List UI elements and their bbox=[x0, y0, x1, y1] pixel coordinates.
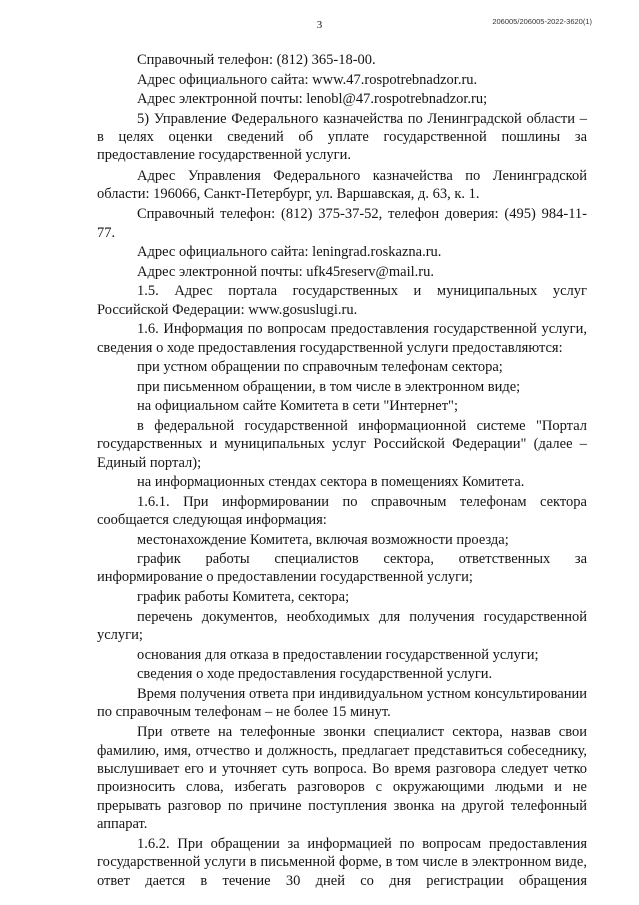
paragraph: Справочный телефон: (812) 365-18-00. bbox=[137, 52, 376, 68]
paragraph: перечень документов, необходимых для получения государственной услуги; bbox=[97, 608, 587, 643]
paragraph: Адрес официального сайта: www.47.rospotrebnadzor.ru. bbox=[137, 71, 478, 88]
paragraph: 1.6.2. При обращении за информацией по вопросам предоставления государственной услуги в письменной форме, в том числе в электронном виде, ответ дается в течение 30 дней со дня регистрации обращения bbox=[97, 836, 587, 889]
paragraph: 1.5. Адрес портала государственных и муниципальных услуг Российской Федерации: www.gosuslugi.ru. bbox=[97, 283, 587, 318]
paragraph: в федеральной государственной информационной системе "Портал государственных и муниципальных услуг Российской Федерации" (далее – Единый портал); bbox=[97, 417, 587, 471]
paragraph: Адрес электронной почты: lenobl@47.rospotrebnadzor.ru; bbox=[137, 91, 488, 108]
document-body bbox=[97, 51, 587, 891]
paragraph: Справочный телефон: (812) 375-37-52, телефон доверия: (495) 984-11-77. bbox=[97, 206, 587, 241]
paragraph: 5) Управление Федерального казначейства по Ленинградской области – в целях оценки сведений об уплате государственной пошлины за предоставление государственной услуги. bbox=[97, 110, 587, 164]
paragraph: на официальном сайте Комитета в сети "Интернет"; bbox=[137, 398, 458, 415]
document-code: 206005/206005-2022-3620(1) bbox=[492, 17, 592, 26]
paragraph: сведения о ходе предоставления государственной услуги. bbox=[137, 666, 493, 683]
paragraph: график работы Комитета, сектора; bbox=[137, 589, 350, 606]
paragraph: 1.6.1. При информировании по справочным телефонам сектора сообщается следующая информация: bbox=[97, 493, 587, 528]
paragraph: Адрес Управления Федерального казначейства по Ленинградской области: 196066, Санкт-Петербург, ул. Варшавская, д. 63, к. 1. bbox=[97, 167, 587, 202]
page-number: 3 bbox=[316, 19, 323, 31]
paragraph: при письменном обращении, в том числе в электронном виде; bbox=[137, 378, 521, 395]
paragraph: 1.6. Информация по вопросам предоставления государственной услуги, сведения о ходе предоставления государственной услуги предоставляются: bbox=[97, 321, 587, 356]
paragraph: на информационных стендах сектора в помещениях Комитета. bbox=[137, 474, 525, 491]
paragraph: при устном обращении по справочным телефонам сектора; bbox=[137, 359, 503, 376]
paragraph: график работы специалистов сектора, ответственных за информирование о предоставлении государственной услуги; bbox=[97, 551, 587, 586]
paragraph: местонахождение Комитета, включая возможности проезда; bbox=[137, 531, 509, 548]
paragraph: Адрес официального сайта: leningrad.roskazna.ru. bbox=[137, 244, 442, 261]
paragraph: Время получения ответа при индивидуальном устном консультировании по справочным телефонам – не более 15 минут. bbox=[97, 685, 587, 721]
paragraph: основания для отказа в предоставлении государственной услуги; bbox=[137, 646, 539, 663]
paragraph: При ответе на телефонные звонки специалист сектора, назвав свои фамилию, имя, отчество и должность, предлагает представиться собеседнику, выслушивает его и уточняет суть вопроса. Во время разговора следует четко произносить слова, избегать разговоров с окружающими людьми и не прерывать разговор по причине поступления звонка на другой телефонный аппарат. bbox=[97, 724, 587, 832]
paragraph: Адрес электронной почты: ufk45reserv@mail.ru. bbox=[137, 263, 434, 280]
